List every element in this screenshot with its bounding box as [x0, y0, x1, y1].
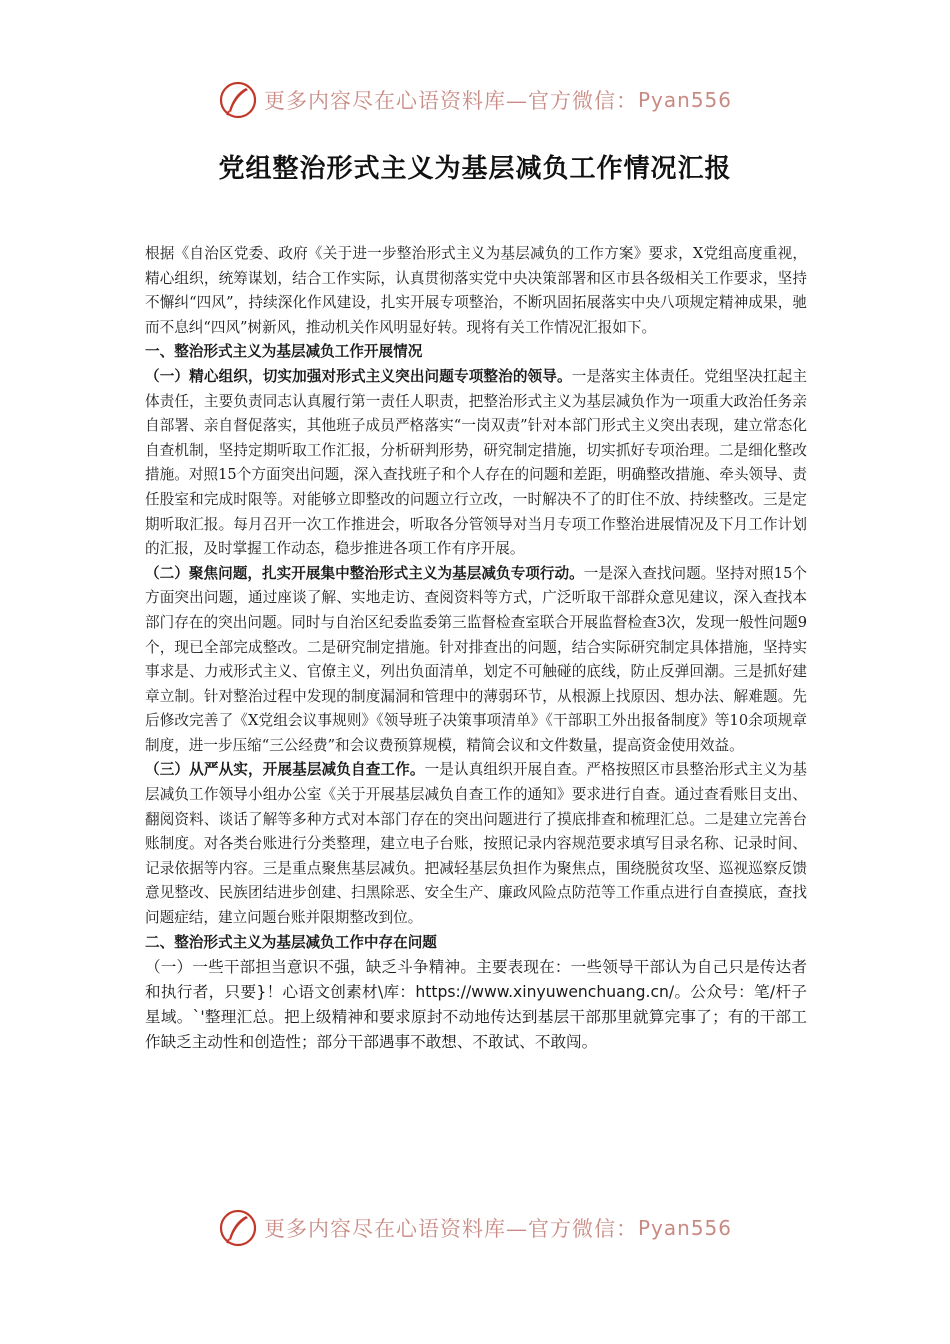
quill-logo-icon	[218, 80, 258, 120]
page-title: 党组整治形式主义为基层减负工作情况汇报	[218, 154, 732, 184]
paragraph-body: 一是认真组织开展自查。严格按照区市县整治形式主义为基层减负工作领导小组办公室《关于开展基层减负自查工作的通知》要求进行自查。通过查看账目支出、翻阅资料、谈话了解等多种方式对本部门存在的突出问题进行了摸底排查和梳理汇总。二是建立完善台账制度。对各类台账进行分类整理，建立电子台账，按照记录内容规范要求填写目录名称、记录时间、记录依据等内容。三是重点聚焦基层减负。把减轻基层负担作为聚焦点，围绕脱贫攻坚、巡视巡察反馈意见整改、民族团结进步创建、扫黑除恶、安全生产、廉政风险点防范等工作重点进行自查摸底，查找问题症结，建立问题台账并限期整改到位。	[145, 761, 807, 927]
paragraph-lead: （三）从严从实，开展基层减负自查工作。	[145, 761, 425, 779]
section-1-paragraph-1	[145, 365, 807, 562]
section-2-heading: 二、整治形式主义为基层减负工作中存在问题	[145, 933, 437, 951]
section-2-paragraph-1: （一）一些干部担当意识不强，缺乏斗争精神。主要表现在：一些领导干部认为自己只是传达者和执行者，只要}！心语文创素材\库：https://www.xinyuwenchuang.cn/。公众号：笔/杆子星域。`'整理汇总。把上级精神和要求原封不动地传达到基层干部那里就算完事了；有的干部工作缺乏主动性和创造性；部分干部遇事不敢想、不敢试、不敢闯。	[145, 958, 807, 1052]
section-1-heading: 一、整治形式主义为基层减负工作开展情况	[145, 343, 423, 361]
watermark-text: 更多内容尽在心语资料库—官方微信：	[263, 1217, 638, 1241]
document-body	[145, 242, 807, 1055]
watermark-footer	[0, 1206, 950, 1250]
watermark-text: 更多内容尽在心语资料库—官方微信：	[263, 89, 638, 113]
paragraph-body: 一是落实主体责任。党组坚决扛起主体责任，主要负责同志认真履行第一责任人职责，把整治形式主义为基层减负作为一项重大政治任务亲自部署、亲自督促落实，其他班子成员严格落实“一岗双责”针对本部门形式主义突出表现，建立常态化自查机制，坚持定期听取工作汇报，分析研判形势，研究制定措施，切实抓好专项治理。二是细化整改措施。对照15个方面突出问题，深入查找班子和个人存在的问题和差距，明确整改措施、牵头领导、责任股室和完成时限等。对能够立即整改的问题立行立改，一时解决不了的盯住不放、持续整改。三是定期听取汇报。每月召开一次工作推进会，听取各分管领导对当月专项工作整治进展情况及下月工作计划的汇报，及时掌握工作动态，稳步推进各项工作有序开展。	[145, 367, 807, 558]
paragraph-body: 一是深入查找问题。坚持对照15个方面突出问题，通过座谈了解、实地走访、查阅资料等方式，广泛听取干部群众意见建议，深入查找本部门存在的突出问题。同时与自治区纪委监委第三监督检查室联合开展监督检查3次，发现一般性问题9个，现已全部完成整改。二是研究制定措施。针对排查出的问题，结合实际研究制定具体措施，坚持实事求是、力戒形式主义、官僚主义，列出负面清单，划定不可触碰的底线，防止反弹回潮。三是抓好建章立制。针对整治过程中发现的制度漏洞和管理中的薄弱环节，从根源上找原因、想办法、解难题。先后修改完善了《X党组会议事规则》《领导班子决策事项清单》《干部职工外出报备制度》等10余项规章制度，进一步压缩“三公经费”和会议费预算规模，精简会议和文件数量，提高资金使用效益。	[145, 564, 807, 754]
paragraph-lead: （一）精心组织，切实加强对形式主义突出问题专项整治的领导。	[145, 367, 572, 385]
watermark-wechat-id: Pyan556	[637, 1216, 732, 1240]
paragraph-lead: （二）聚焦问题，扎实开展集中整治形式主义为基层减负专项行动。	[145, 564, 584, 582]
section-1-paragraph-3	[145, 758, 807, 930]
quill-logo-icon	[218, 1208, 258, 1248]
watermark-wechat-id: Pyan556	[637, 88, 732, 112]
section-1-paragraph-2	[145, 562, 807, 759]
watermark-header	[0, 78, 950, 122]
intro-paragraph: 根据《自治区党委、政府《关于进一步整治形式主义为基层减负的工作方案》要求，X党组高度重视，精心组织，统筹谋划，结合工作实际，认真贯彻落实党中央决策部署和区市县各级相关工作要求，坚持不懈纠“四风”，持续深化作风建设，扎实开展专项整治，不断巩固拓展落实中央八项规定精神成果，驰而不息纠“四风”树新风，推动机关作风明显好转。现将有关工作情况汇报如下。	[145, 245, 807, 336]
